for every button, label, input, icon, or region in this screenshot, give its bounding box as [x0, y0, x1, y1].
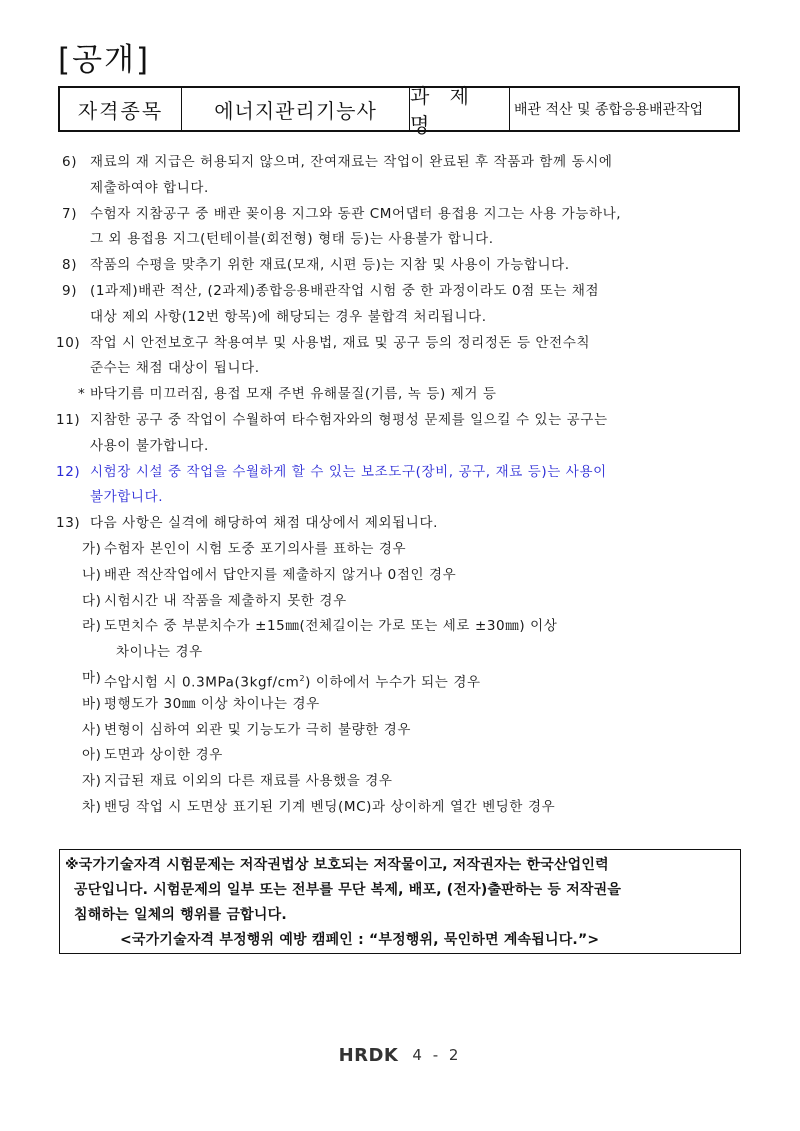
sub-text: 도면치수 중 부분치수가 ±15㎜(전체길이는 가로 또는 세로 ±30㎜) 이상 — [104, 618, 558, 635]
sub-text: 밴딩 작업 시 도면상 표기된 기계 벤딩(MC)과 상이하게 열간 벤딩한 경우 — [104, 798, 556, 815]
exam-info-table — [58, 84, 740, 137]
sub-number: 차) — [82, 798, 102, 815]
sub-number: 가) — [82, 540, 102, 557]
sub-text: 수험자 본인이 시험 도중 포기의사를 표하는 경우 — [104, 540, 407, 557]
rule-item-12-cont — [62, 485, 752, 511]
sub-text-pre: 수압시험 시 0.3MPa(3kgf/cm — [104, 674, 300, 691]
sub-text: 차이나는 경우 — [116, 644, 203, 661]
rule-text: 작업 시 안전보호구 착용여부 및 사용법, 재료 및 공구 등의 정리정돈 등 안전수칙 — [90, 334, 591, 351]
task-value: 배관 적산 및 종합응용배관작업 — [514, 102, 704, 118]
rule-item-7-cont — [62, 227, 752, 253]
rule-number: 6) — [62, 154, 78, 170]
rule-text: 다음 사항은 실격에 해당하여 채점 대상에서 제외됩니다. — [90, 515, 438, 532]
notice-line: 공단입니다. 시험문제의 일부 또는 전부를 무단 복제, 배포, (전자)출판하는 등 저작권을 — [74, 882, 622, 898]
notice-line: ※국가기술자격 시험문제는 저작권법상 보호되는 저작물이고, 저작권자는 한국산업인력 — [65, 857, 609, 873]
rule-item-12 — [56, 460, 752, 486]
rule-item-9-cont — [62, 305, 752, 331]
rule-item-13 — [56, 511, 752, 537]
sub-item-ra-cont — [62, 640, 752, 666]
rule-number: 11) — [56, 411, 81, 428]
sub-item-ma — [62, 666, 752, 692]
sub-number: 자) — [82, 773, 102, 790]
rule-item-6-cont — [62, 176, 752, 202]
sub-item-ga — [62, 537, 752, 563]
rule-number: 7) — [62, 205, 78, 222]
sub-item-sa — [62, 718, 752, 744]
rule-text: 사용이 불가합니다. — [90, 437, 209, 454]
sub-item-ra — [62, 614, 752, 640]
rule-text: 바닥기름 미끄러짐, 용접 모재 주변 유해물질(기름, 녹 등) 제거 등 — [90, 386, 497, 403]
rule-text-highlighted: 시험장 시설 중 작업을 수월하게 할 수 있는 보조도구(장비, 공구, 재료 등)는 사용이 — [90, 463, 607, 480]
hrdk-logo: HRDK — [338, 1044, 399, 1066]
field-label: 자격종목 — [60, 88, 182, 130]
sub-number: 나) — [82, 566, 102, 583]
rule-item-10-cont — [62, 356, 752, 382]
field-value: 에너지관리기능사 — [182, 88, 410, 130]
sub-number: 바) — [82, 695, 102, 712]
sub-item-cha — [62, 795, 752, 821]
rules-list — [56, 150, 752, 821]
rule-text: 대상 제외 사항(12번 항목)에 해당되는 경우 불합격 처리됩니다. — [90, 308, 487, 325]
rule-number: 9) — [62, 282, 78, 299]
copyright-notice-box — [59, 849, 741, 954]
sub-text: 변형이 심하여 외관 및 기능도가 극히 불량한 경우 — [104, 721, 412, 738]
rule-text: 준수는 채점 대상이 됩니다. — [90, 360, 260, 377]
rule-number: 10) — [56, 334, 81, 351]
page-footer — [0, 1043, 800, 1067]
rule-text: 제출하여야 합니다. — [90, 179, 209, 196]
sub-number: 라) — [82, 618, 102, 635]
superscript: 2 — [299, 673, 306, 683]
bullet-mark: * — [78, 386, 86, 403]
rule-text: 수험자 지참공구 중 배관 꽂이용 지그와 동관 CM어댑터 용접용 지그는 사용 가능하나, — [90, 205, 622, 222]
sub-item-na — [62, 563, 752, 589]
sub-item-ba — [62, 692, 752, 718]
rule-number: 8) — [62, 257, 78, 274]
task-label: 과 제 명 — [410, 88, 510, 130]
sub-text: 평행도가 30㎜ 이상 차이나는 경우 — [104, 695, 320, 712]
sub-text: 시험시간 내 작품을 제출하지 못한 경우 — [104, 592, 347, 609]
sub-text: 도면과 상이한 경우 — [104, 747, 223, 764]
rule-text: (1과제)배관 적산, (2과제)종합응용배관작업 시험 중 한 과정이라도 0점 또는 채점 — [90, 282, 600, 299]
sub-number: 다) — [82, 592, 102, 609]
sub-text: 지급된 재료 이외의 다른 재료를 사용했을 경우 — [104, 773, 393, 790]
rule-item-8 — [62, 253, 752, 279]
sub-item-ja — [62, 769, 752, 795]
rule-item-11 — [56, 408, 752, 434]
rule-number: 13) — [56, 515, 81, 532]
rule-note — [62, 382, 752, 408]
rule-text: 지참한 공구 중 작업이 수월하여 타수험자와의 형평성 문제를 일으킬 수 있는 공구는 — [90, 411, 608, 428]
sub-item-da — [62, 589, 752, 615]
disclosure-label: [공개] — [58, 42, 151, 78]
sub-number: 아) — [82, 747, 102, 764]
campaign-line: <국가기술자격 부정행위 예방 캠페인 : “부정행위, 묵인하면 계속됩니다.”> — [120, 932, 600, 948]
rule-number: 12) — [56, 463, 81, 480]
sub-text-post: ) 이하에서 누수가 되는 경우 — [305, 674, 481, 691]
rule-item-7 — [62, 202, 752, 228]
rule-item-6 — [62, 150, 752, 176]
sub-item-a — [62, 743, 752, 769]
rule-item-10 — [56, 331, 752, 357]
rule-item-9 — [62, 279, 752, 305]
page-number: 4 - 2 — [412, 1046, 462, 1064]
rule-text: 작품의 수평을 맞추기 위한 재료(모재, 시편 등)는 지참 및 사용이 가능합니다. — [90, 257, 570, 274]
sub-number: 사) — [82, 721, 102, 738]
rule-text: 재료의 재 지급은 허용되지 않으며, 잔여재료는 작업이 완료된 후 작품과 함께 동시에 — [90, 154, 613, 170]
sub-number: 마) — [82, 669, 102, 686]
rule-text: 그 외 용접용 지그(턴테이블(회전형) 형태 등)는 사용불가 합니다. — [90, 231, 494, 248]
notice-line: 침해하는 일체의 행위를 금합니다. — [74, 907, 287, 923]
rule-text-highlighted: 불가합니다. — [90, 489, 164, 506]
rule-item-11-cont — [62, 434, 752, 460]
sub-text: 배관 적산작업에서 답안지를 제출하지 않거나 0점인 경우 — [104, 566, 457, 583]
